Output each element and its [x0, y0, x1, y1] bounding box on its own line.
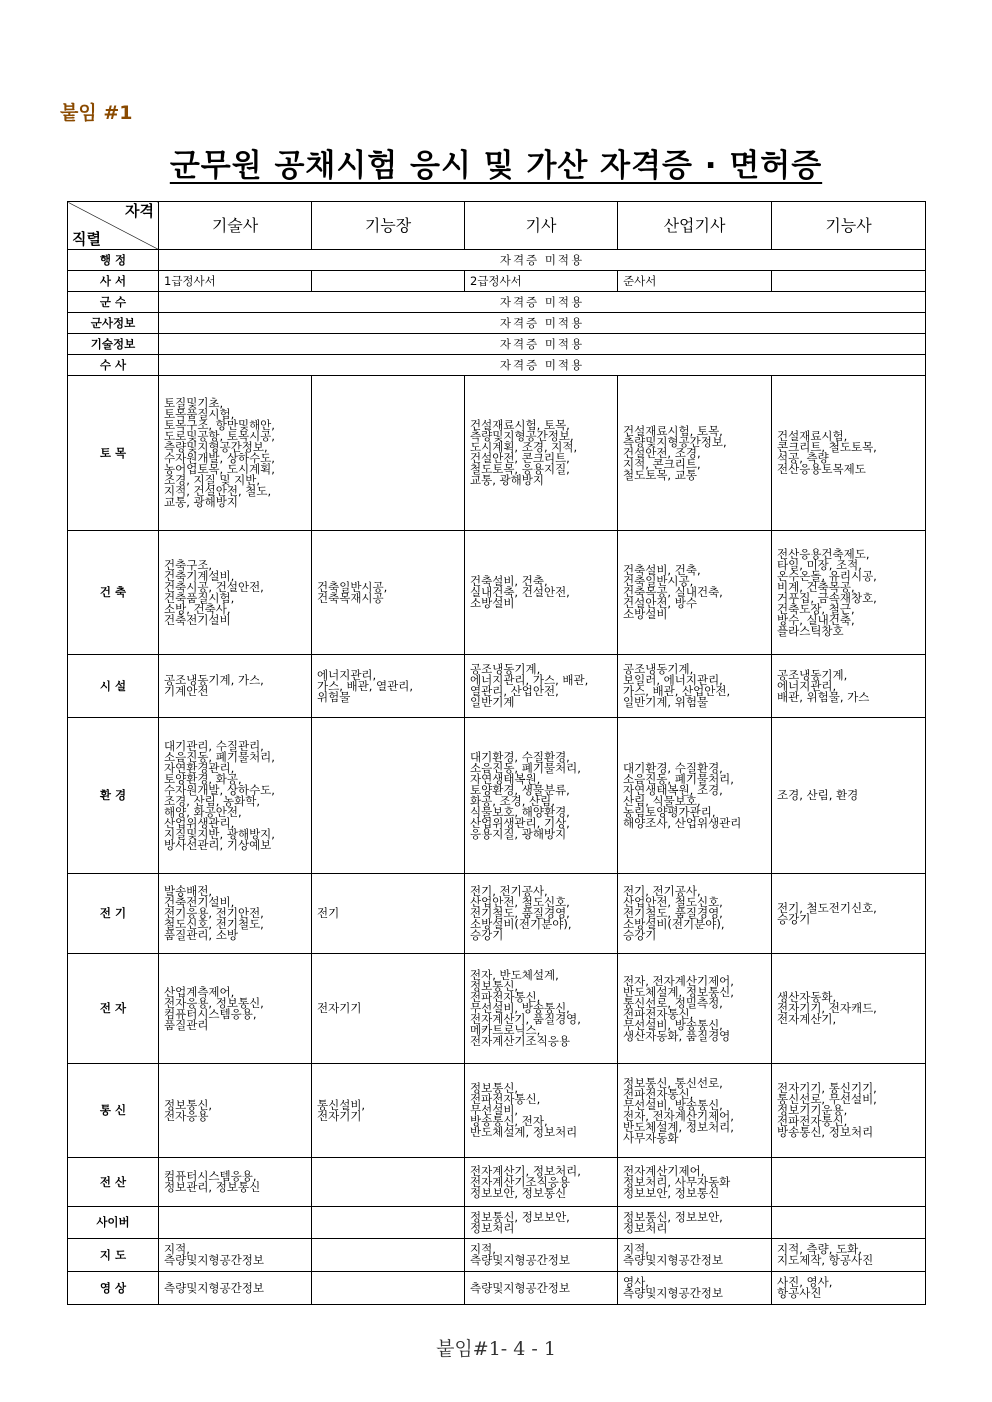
- table-cell: 건설재료시험, 토목, 측량및지형공간정보, 건설안전, 조경, 지적, 콘크리트, 철도토목, 교통: [618, 376, 772, 531]
- corner-label-qualification: 자격: [125, 202, 154, 220]
- table-cell: 산업계측제어, 전자응용, 정보통신, 컴퓨터시스템응용, 품질관리: [159, 954, 312, 1064]
- table-cell: 전기, 전기공사, 산업안전, 철도신호, 전기철도, 품질경영, 소방설비(전기분야), 승강기: [618, 874, 772, 954]
- table-cell: 전기: [312, 874, 465, 954]
- table-cell: [312, 1207, 465, 1239]
- table-row: [68, 313, 926, 334]
- table-cell: 지적, 측량및지형공간정보: [159, 1239, 312, 1272]
- not-applicable-cell: 자격증 미적용: [159, 292, 926, 313]
- row-header: 통 신: [68, 1064, 159, 1158]
- qualification-table: [67, 201, 926, 1305]
- table-row: [68, 292, 926, 313]
- table-cell: [772, 1158, 926, 1207]
- table-cell: 건설재료시험, 토목, 측량및지형공간정보, 도시계획, 조경, 지적, 건설안전, 콘크리트, 철도토목, 응용지질, 교통, 광해방지: [465, 376, 618, 531]
- table-row: [68, 334, 926, 355]
- row-header: 건 축: [68, 531, 159, 655]
- corner-label-series: 직렬: [72, 230, 101, 248]
- table-row: [68, 250, 926, 271]
- table-cell: 발송배전, 건축전기설비, 전기응용, 전기안전, 철도신호, 전기철도, 품질관리, 소방: [159, 874, 312, 954]
- row-header: 시 설: [68, 655, 159, 718]
- table-cell: 컴퓨터시스템응용, 정보관리, 정보통신: [159, 1158, 312, 1207]
- table-cell: 조경, 산림, 환경: [772, 718, 926, 874]
- table-cell: [312, 271, 465, 292]
- row-header: 영 상: [68, 1272, 159, 1305]
- table-cell: 대기환경, 수질환경, 소음진동, 폐기물처리, 자연생태복원, 조경, 산림, 식물보호, 농림토양평가관리, 해양조사, 산업위생관리: [618, 718, 772, 874]
- row-header: 지 도: [68, 1239, 159, 1272]
- table-cell: 건축일반시공, 건축목재시공: [312, 531, 465, 655]
- table-cell: [312, 1239, 465, 1272]
- table-cell: 전자, 반도체설계, 정보통신, 전파전자통신, 무선설비, 방송통신, 전자계산기, 품질경영, 메카트로닉스, 전자계산기조직응용: [465, 954, 618, 1064]
- not-applicable-cell: 자격증 미적용: [159, 250, 926, 271]
- table-cell: 공조냉동기계, 에너지관리, 배관, 위험물, 가스: [772, 655, 926, 718]
- not-applicable-cell: 자격증 미적용: [159, 313, 926, 334]
- row-header: 수 사: [68, 355, 159, 376]
- table-cell: 건축설비, 건축, 실내건축, 건설안전, 소방설비: [465, 531, 618, 655]
- table-cell: 정보통신, 전자응용: [159, 1064, 312, 1158]
- row-header: 기술정보: [68, 334, 159, 355]
- attachment-label: 붙임 #1: [60, 102, 133, 124]
- row-header: 사 서: [68, 271, 159, 292]
- column-header-gisa: 기사: [465, 202, 618, 250]
- table-cell: 공조냉동기계, 보일러, 에너지관리, 가스, 배관, 산업안전, 일반기계, 위험물: [618, 655, 772, 718]
- row-header: 전 자: [68, 954, 159, 1064]
- table-cell: [772, 271, 926, 292]
- column-header-saneopgisa: 산업기사: [618, 202, 772, 250]
- table-cell: 대기환경, 수질환경, 소음진동, 폐기물처리, 자연생태복원, 토양환경, 생물분류, 화공, 조경, 산림, 식물보호, 해양환경, 산업위생관리, 기상, 응용지질, 광해방지: [465, 718, 618, 874]
- table-cell: 측량및지형공간정보: [465, 1272, 618, 1305]
- table-cell: 정보통신, 정보보안, 정보처리: [465, 1207, 618, 1239]
- table-cell: 지적, 측량, 도화, 지도제작, 항공사진: [772, 1239, 926, 1272]
- table-cell: 토질및기초, 토목품질시험, 토목구조, 항만및해안, 도로및공항, 토목시공, 측량및지형공간정보, 수자원개발, 상하수도, 농어업토목, 도시계획, 조경, 지질 및 지반, 지적, 건설안전, 철도, 교통, 광해방지: [159, 376, 312, 531]
- table-cell: 건설재료시험, 콘크리트, 철도토목, 석공, 측량 전산응용토목제도: [772, 376, 926, 531]
- table-row: [68, 1239, 926, 1272]
- table-cell: 전자, 전자계산기제어, 반도체설계, 정보통신, 통신선로, 정밀측정, 전파전자통신, 무선설비, 방송통신, 생산자동화, 품질경영: [618, 954, 772, 1064]
- table-cell: 생산자동화, 전자기기, 전자캐드, 전자계산기,: [772, 954, 926, 1064]
- not-applicable-cell: 자격증 미적용: [159, 334, 926, 355]
- table-cell: 전자계산기, 정보처리, 전자계산기조직응용 정보보안, 정보통신: [465, 1158, 618, 1207]
- row-header: 전 기: [68, 874, 159, 954]
- table-cell: 통신설비, 전자기기: [312, 1064, 465, 1158]
- table-cell: 전기, 전기공사, 산업안전, 철도신호, 전기철도, 품질경영, 소방설비(전기분야), 승강기: [465, 874, 618, 954]
- table-cell: 지적, 측량및지형공간정보: [465, 1239, 618, 1272]
- table-row: [68, 376, 926, 531]
- table-cell: 정보통신, 정보보안, 정보처리: [618, 1207, 772, 1239]
- table-row: [68, 655, 926, 718]
- table-cell: 측량및지형공간정보: [159, 1272, 312, 1305]
- table-cell: [312, 1272, 465, 1305]
- table-cell: [312, 718, 465, 874]
- table-row: [68, 531, 926, 655]
- table-cell: 전기, 철도전기신호, 승강기: [772, 874, 926, 954]
- table-cell: 공조냉동기계, 가스, 기계안전: [159, 655, 312, 718]
- table-cell: 건축설비, 건축, 건축일반시공, 건축목공, 실내건축, 건설안전, 방수 소방설비: [618, 531, 772, 655]
- table-cell: 대기관리, 수질관리, 소음진동, 폐기물처리, 자연환경관리, 토양환경, 화공, 수자원개발, 상하수도, 조경, 산림, 농화학, 해양, 화공안전, 산업위생관리, 지질및지반, 광해방지, 방사선관리, 기상예보: [159, 718, 312, 874]
- table-cell: 사진, 영사, 항공사진: [772, 1272, 926, 1305]
- table-cell: [312, 1158, 465, 1207]
- table-cell: 공조냉동기계, 에너지관리, 가스, 배관, 열관리, 산업안전, 일반기계: [465, 655, 618, 718]
- row-header: 사이버: [68, 1207, 159, 1239]
- table-row: [68, 271, 926, 292]
- page-footer: 붙임#1- 4 - 1: [436, 1338, 556, 1360]
- table-cell: 2급정사서: [465, 271, 618, 292]
- table-row: [68, 355, 926, 376]
- table-cell: 전자기기, 통신기기, 통신선로, 무선설비, 정보기기운용, 전파전자통신, 방송통신, 정보처리: [772, 1064, 926, 1158]
- table-cell: 영사, 측량및지형공간정보: [618, 1272, 772, 1305]
- table-row: [68, 954, 926, 1064]
- table-cell: 준사서: [618, 271, 772, 292]
- table-cell: [312, 376, 465, 531]
- corner-cell: [68, 202, 159, 250]
- table-cell: 전자기기: [312, 954, 465, 1064]
- table-cell: 건축구조, 건축기계설비, 건축시공, 건설안전, 건축품질시험, 소방, 건축사, 건축전기설비: [159, 531, 312, 655]
- row-header: 전 산: [68, 1158, 159, 1207]
- table-cell: 1급정사서: [159, 271, 312, 292]
- not-applicable-cell: 자격증 미적용: [159, 355, 926, 376]
- table-cell: 에너지관리, 가스, 배관, 열관리, 위험물: [312, 655, 465, 718]
- column-header-gisulsa: 기술사: [159, 202, 312, 250]
- column-header-ginungjang: 기능장: [312, 202, 465, 250]
- table-row: [68, 718, 926, 874]
- table-row: [68, 1272, 926, 1305]
- table-row: [68, 874, 926, 954]
- page-title: 군무원 공채시험 응시 및 가산 자격증 · 면허증: [169, 148, 823, 184]
- row-header: 군 수: [68, 292, 159, 313]
- row-header: 군사정보: [68, 313, 159, 334]
- column-header-ginungsa: 기능사: [772, 202, 926, 250]
- table-cell: 전자계산기제어, 정보처리, 사무자동화 정보보안, 정보통신: [618, 1158, 772, 1207]
- table-cell: 지적, 측량및지형공간정보: [618, 1239, 772, 1272]
- row-header: 행 정: [68, 250, 159, 271]
- table-cell: [772, 1207, 926, 1239]
- table-row: [68, 1158, 926, 1207]
- row-header: 환 경: [68, 718, 159, 874]
- row-header: 토 목: [68, 376, 159, 531]
- table-cell: 정보통신, 통신선로, 전파전자통신, 무선설비, 방송통신, 전자, 전자계산기제어, 반도체설계, 정보처리, 사무자동화: [618, 1064, 772, 1158]
- table-cell: 정보통신, 전파전자통신, 무선설비, 방송통신, 전자, 반도체설계, 정보처리: [465, 1064, 618, 1158]
- table-cell: [159, 1207, 312, 1239]
- table-row: [68, 1064, 926, 1158]
- table-cell: 전산응용건축제도, 타일, 미장, 조적, 온수온돌, 유리시공, 비계, 건축목공, 거푸집, 금속재창호, 건축도장, 철근, 방수, 실내건축, 플라스틱창호: [772, 531, 926, 655]
- table-row: [68, 1207, 926, 1239]
- table-header-row: [68, 202, 926, 250]
